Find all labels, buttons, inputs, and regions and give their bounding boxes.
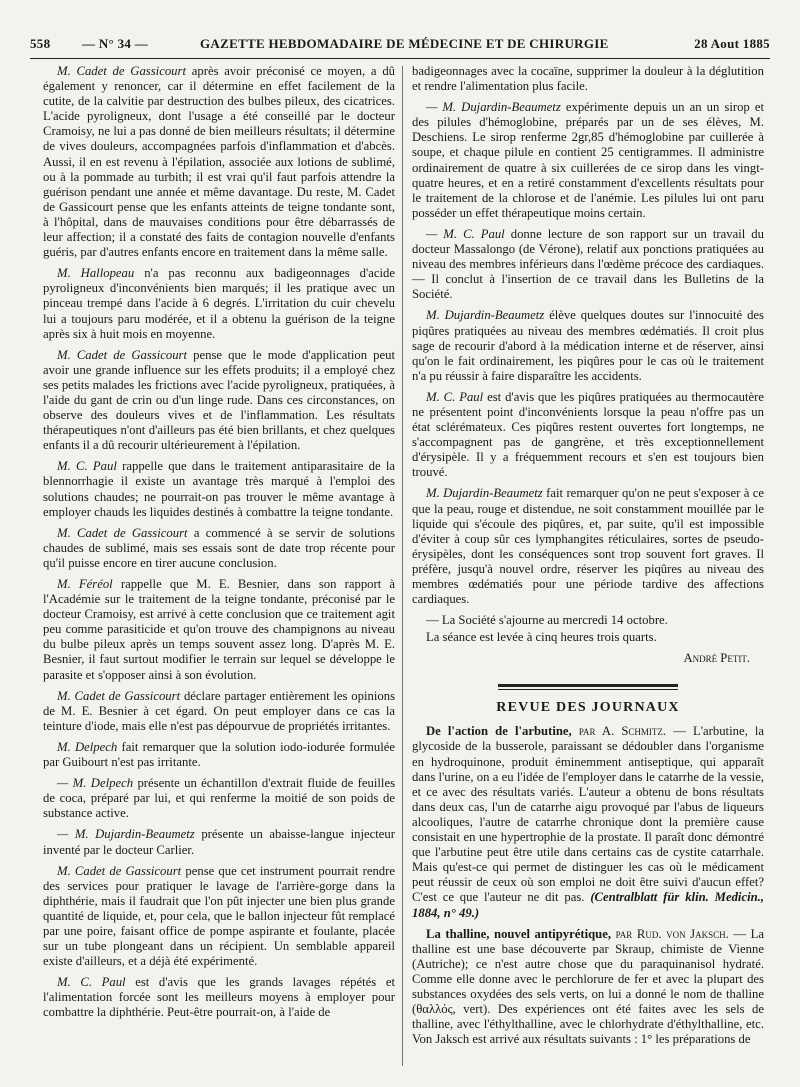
article-author: par Rud. von Jaksch. <box>615 926 729 941</box>
adjournment-note: — La Société s'ajourne au mercredi 14 octobre. <box>426 613 668 628</box>
article-title: La thalline, nouvel antipyrétique, <box>426 926 612 941</box>
article-author: par A. Schmitz. <box>578 724 667 739</box>
section-title: REVUE DES JOURNAUX <box>496 700 680 716</box>
section-rule <box>498 684 678 687</box>
review-article: La thalline, nouvel antipyrétique, par Rud. von Jaksch. — La thalline est une base découverte par Skraup, chimiste de Vienne (Autriche); ce n'est autre chose que du paraquinanisol hydraté. Comme elle donne avec le perchlorure de fer et avec la plupart des substances oxydées des sels verts, on lui a donné le nom de thalline (θαλλός, vert). Des expériences ont été faites avec les sels de thalline, avec l'éthylthalline, avec le chlorhydrate d'éthylthalline, etc. Von Jaksch est arrivé aux résultats suivants : 1° les préparations de <box>412 926 764 1047</box>
running-head <box>30 36 770 56</box>
right-column <box>412 64 764 1047</box>
paragraph: M. Cadet de Gassicourt après avoir préconisé ce moyen, a dû également y renoncer, car il détermine en effet facilement de la cutite, de la calvitie par destruction des bulbes pileux, des cicatrices. L'acide pyroligneux, dont l'usage a été conseillé par le docteur Cramoisy, ne lui a pas donné de bien meilleurs résultats; il détermine de vives douleurs, accompagnées parfois d'inflammation et d'abcès. Aussi, il en est revenu à l'épilation, associée aux lotions de sublimé, ou à la pommade au turbith; il est vrai qu'il faut parfois attendre la guérison pendant une année et même davantage. Du reste, M. Cadet de Gassicourt pense que les enfants atteints de teigne tondante sont, à l'hôpital, dans de mauvaises conditions pour être débarrassés de leur affection; il a constaté des faits de contagion nouvelle d'enfants guéris, par d'autres enfants encore en traitement dans la même salle. <box>43 64 396 260</box>
paragraph: M. Dujardin-Beaumetz élève quelques doutes sur l'innocuité des piqûres pratiquées au niveau des membres œdématiés. Il croit plus sage de recourir d'abord à la médication interne et de réserver, ainsi qu'on le fait ordinairement, les piqûres pour le cas où le traitement n'a pu réussir à faire disparaître les accidents. <box>412 308 764 383</box>
paragraph: M. Delpech fait remarquer que la solution iodo-iodurée formulée par Guibourt n'est pas irritante. <box>43 739 396 770</box>
paragraph: badigeonnages avec la cocaïne, supprimer la douleur à la déglutition et rendre l'alimentation plus facile. <box>412 64 764 94</box>
signature: André Petit. <box>683 651 750 666</box>
column-divider <box>402 66 403 1066</box>
paragraph: M. Dujardin-Beaumetz fait remarquer qu'on ne peut s'exposer à ce que la peau, rouge et distendue, ne soit constamment mouillée par le liquide qui s'écoule des piqûres, et, par suite, qu'il est impossible d'éviter à coup sûr ces lymphangites réticulaires, sortes de pseudo-érysipèles, dont les conséquences sont trop souvent fort graves. Il préfère, jusqu'à nouvel ordre, réserver les piqûres au niveau des membres œdématiés pour une période tardive des affections cardiaques. <box>412 486 765 607</box>
article-citation: (Centralblatt für klin. Medicin., 1884, n° 49.) <box>412 890 765 920</box>
paragraph: M. Féréol rappelle que M. E. Besnier, dans son rapport à l'Académie sur le traitement de la teigne tondante, préconisé par le docteur Cramoisy, est arrivé à cette conclusion que ce traitement agit peu comme parasiticide et qu'on trouve des champignons au niveau du bulbe pileux après un temps souvent assez long. D'après M. E. Besnier, il faut surtout modifier le terrain sur lequel se développe le parasite et s'opposer ainsi à son évolution. <box>43 577 396 682</box>
header-rule <box>30 58 770 59</box>
paragraph: M. C. Paul est d'avis que les grands lavages répétés et l'alimentation forcée sont les meilleurs moyens à employer pour combattre la diphthérie. Peut-être pourrait-on, à l'aide de <box>43 975 395 1020</box>
page-number: 558 <box>30 36 51 51</box>
session-closed-note: La séance est levée à cinq heures trois quarts. <box>426 630 657 645</box>
paragraph: — M. Dujardin-Beaumetz expérimente depuis un an un sirop et des pilules d'hémoglobine, préparés par un de ses élèves, M. Deschiens. Le sirop renferme 2gr,85 d'hémoglobine par cuillerée à soupe, et chaque pilule en contient 25 centigrammes. Il administre ordinairement de quatre à six cuillerées de ce sirop dans les vingt-quatre heures, et en a retiré constamment d'excellents résultats pour le traitement de la chlorose et de l'anémie. Les pilules lui ont paru posséder un effet thérapeutique moins certain. <box>412 100 764 220</box>
paragraph: M. Cadet de Gassicourt pense que cet instrument pourrait rendre des services pour pratiquer le lavage de l'arrière-gorge dans la diphthérie, mais il faudrait que l'on pût injecter une bien plus grande quantité de liquide, et, pour cela, que le ballon injecteur fût remplacé par une poire, faisant office de pompe aspirante et foulante, placée sur un tube plongeant dans un récipient. Un semblable appareil existe d'ailleurs, et a déjà été expérimenté. <box>43 863 396 969</box>
paragraph: — M. Delpech présente un échantillon d'extrait fluide de feuilles de coca, préparé par lui, et qui renferme la moitié de son poids de substance active. <box>43 776 396 821</box>
paragraph: M. C. Paul rappelle que dans le traitement antiparasitaire de la blennorrhagie il existe un avantage très marqué à l'emploi des solutions chaudes; ne pourrait-on pas trouver le même avantage à employer chauds les liquides destinés à combattre la teigne tondante. <box>43 459 395 519</box>
article-title: De l'action de l'arbutine, <box>426 724 572 739</box>
review-article: De l'action de l'arbutine, par A. Schmitz. — L'arbutine, la glycoside de la busserole, paraissant se dédoubler dans l'organisme en hydroquinone, produit éminemment antiseptique, qui apparaît dans l'urine, on a eu l'idée de l'employer dans le catarrhe de la vessie, et ce avec des résultats variés. L'auteur a obtenu de bons résultats dans deux cas, l'un de catarrhe aigu provoqué par l'abus de liqueurs alcooliques, l'autre de catarrhe chronique dont la première cause consistait en une hypertrophie de la prostate. Il paraît donc démontré que l'arbutine peut être utile dans certains cas de cystite catarrhale. Mais qu'est-ce qui permet de distinguer les cas où le médicament peut réussir de ceux où son emploi ne doit être suivi d'aucun effet? C'est ce que l'auteur ne dit pas. (Centralblatt für klin. Medicin., 1884, n° 49.) <box>412 724 765 920</box>
left-column <box>43 64 395 1021</box>
paragraph: M. C. Paul est d'avis que les piqûres pratiquées au thermocautère ne présentent point d'inconvénients lorsque la peau n'offre pas un état sclérémateux. Ces piqûres restent ouvertes fort longtemps, ne s'accompagnent pas de gangrène, et très exceptionnellement d'érysipèle. Il y a fréquemment recours et s'en est toujours bien trouvé. <box>412 389 764 480</box>
issue-date: 28 Aout 1885 <box>694 36 770 51</box>
paragraph: M. Hallopeau n'a pas reconnu aux badigeonnages d'acide pyroligneux d'inconvénients bien marqués; il les pratique avec un pinceau trempé dans l'acide à 6 degrés. L'irritation du cuir chevelu lui a toujours paru modérée, et il a obtenu la guérison de la teigne après six à huit mois en moyenne. <box>43 266 395 341</box>
section-rule <box>498 689 678 690</box>
paragraph: M. Cadet de Gassicourt a commencé à se servir de solutions chaudes de sublimé, mais ses essais sont de date trop récente pour qu'il puisse encore en tirer aucune conclusion. <box>43 525 395 570</box>
paragraph: M. Cadet de Gassicourt pense que le mode d'application peut avoir une grande influence sur les effets produits; il a employé chez ses petits malades les frictions avec l'acide pyroligneux, pratiquées, à l'aide du gant de crin ou d'un linge rude. Dans ces circonstances, on observe des douleurs vives et de l'inflammation. Les résultats thérapeutiques n'ont d'ailleurs pas été bien brillants, et chez quelques enfants il a dû recourir ultérieurement à l'épilation. <box>43 347 396 453</box>
issue-number: — N° 34 — <box>82 36 149 51</box>
journal-title: GAZETTE HEBDOMADAIRE DE MÉDECINE ET DE CHIRURGIE <box>200 36 609 51</box>
paragraph: — M. Dujardin-Beaumetz présente un abaisse-langue injecteur inventé par le docteur Carlier. <box>43 827 395 857</box>
paragraph: — M. C. Paul donne lecture de son rapport sur un travail du docteur Massalongo (de Vérone), relatif aux ponctions pratiquées au niveau des membres inférieurs dans l'œdème précoce des cardiaques. — Il conclut à l'insertion de ce travail dans les Bulletins de la Société. <box>412 226 764 302</box>
paragraph: M. Cadet de Gassicourt déclare partager entièrement les opinions de M. E. Besnier à cet égard. On peut employer dans ce cas la teinture d'iode, mais elle n'est pas dépourvue de propriétés irritantes. <box>43 688 396 733</box>
